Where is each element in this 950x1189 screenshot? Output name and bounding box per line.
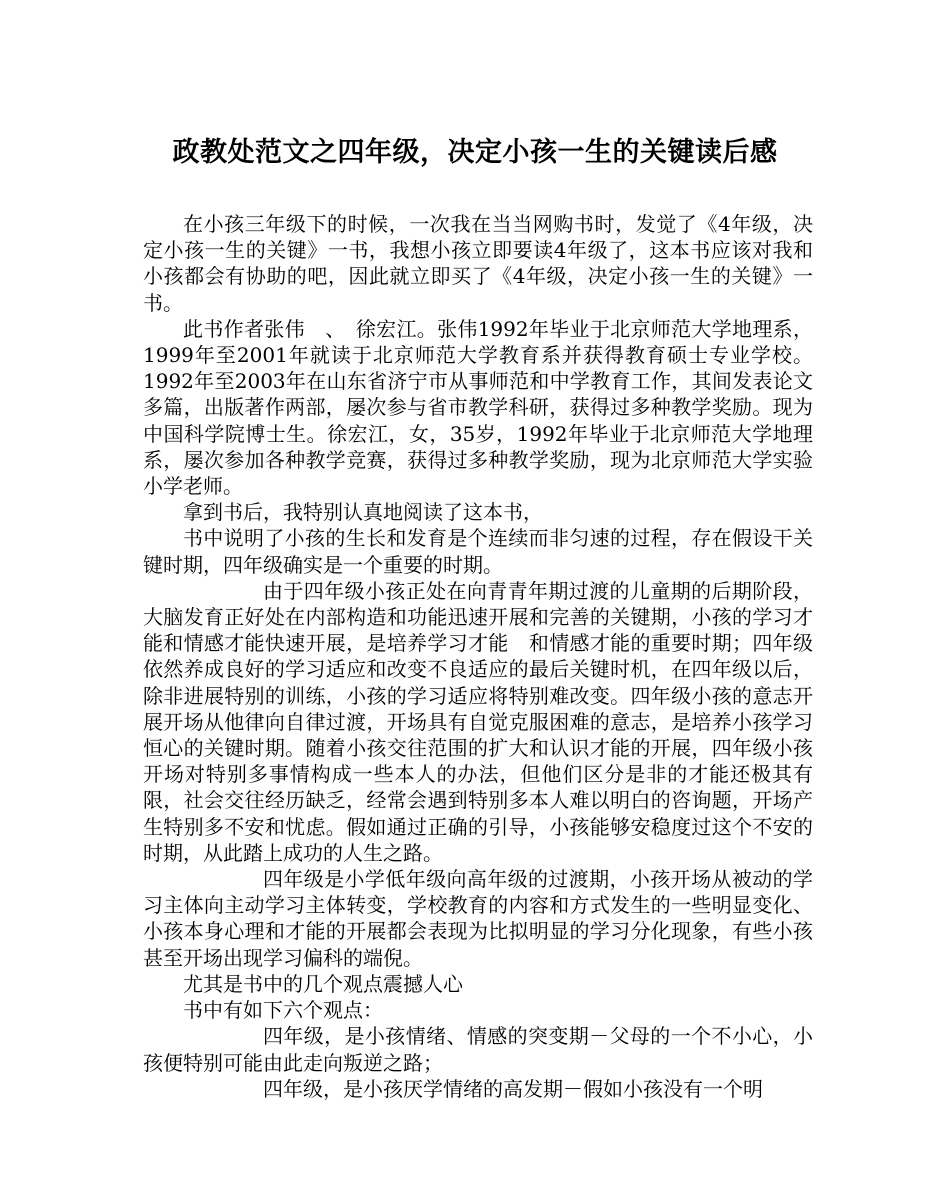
paragraph-intro: 在小孩三年级下的时候，一次我在当当网购书时，发觉了《4年级，决定小孩一生的关键》一书，我想小孩立即要读4年级了，这本书应该对我和小孩都会有协助的吧，因此就立即买了《4年级，决定小孩一生的关键》一书。: [143, 212, 813, 315]
paragraph-authors: 此书作者张伟 、 徐宏江。张伟1992年毕业于北京师范大学地理系，1999年至2001年就读于北京师范大学教育系并获得教育硕士专业学校。1992年至2003年在山东省济宁市从事师范和中学教育工作，其间发表论文多篇，出版著作两部，屡次参与省市教学科研，获得过多种教学奖励。现为中国科学院博士生。徐宏江，女，35岁，1992年毕业于北京师范大学地理系，屡次参加各种教学竞赛，获得过多种教学奖励，现为北京师范大学实验小学老师。: [143, 316, 813, 499]
paragraph-grade-four-stage: 由于四年级小孩正处在向青青年期过渡的儿童期的后期阶段，大脑发育正好处在内部构造和功能迅速开展和完善的关键期，小孩的学习才能和情感才能快速开展，是培养学习才能 和情感才能的重要时期；四年级依然养成良好的学习适应和改变不良适应的最后关键时机，在四年级以后，除非进展特别的训练，小孩的学习适应将特别难改变。四年级小孩的意志开展开场从他律向自律过渡，开场具有自觉克服困难的意志，是培养小孩学习恒心的关键时期。随着小孩交往范围的扩大和认识才能的开展，四年级小孩开场对特别多事情构成一些本人的办法，但他们区分是非的才能还极其有限，社会交往经历缺乏，经常会遇到特别多本人难以明白的咨询题，开场产生特别多不安和忧虑。假如通过正确的引导，小孩能够安稳度过这个不安的时期，从此踏上成功的人生之路。: [143, 578, 813, 865]
paragraph-reading: 拿到书后，我特别认真地阅读了这本书，: [183, 500, 543, 525]
paragraph-six-viewpoints: 书中有如下六个观点：: [183, 998, 383, 1023]
document-body: [143, 211, 813, 1102]
paragraph-viewpoints-intro: 尤其是书中的几个观点震撼人心: [183, 971, 463, 996]
paragraph-transition: 四年级是小学低年级向高年级的过渡期，小孩开场从被动的学习主体向主动学习主体转变，学校教育的内容和方式发生的一些明显变化、小孩本身心理和才能的开展都会表现为比拟明显的学习分化现象，有些小孩甚至开场出现学习偏科的端倪。: [143, 867, 813, 970]
paragraph-key-period: 书中说明了小孩的生长和发育是个连续而非匀速的过程，存在假设干关键时期，四年级确实是一个重要的时期。: [143, 526, 813, 577]
paragraph-viewpoint-study: 四年级，是小孩厌学情绪的高发期－假如小孩没有一个明: [263, 1076, 763, 1101]
document-title: 政教处范文之四年级，决定小孩一生的关键读后感: [172, 137, 778, 168]
paragraph-viewpoint-emotion: 四年级，是小孩情绪、情感的突变期－父母的一个不小心，小孩便特别可能由此走向叛逆之路；: [143, 1024, 813, 1075]
